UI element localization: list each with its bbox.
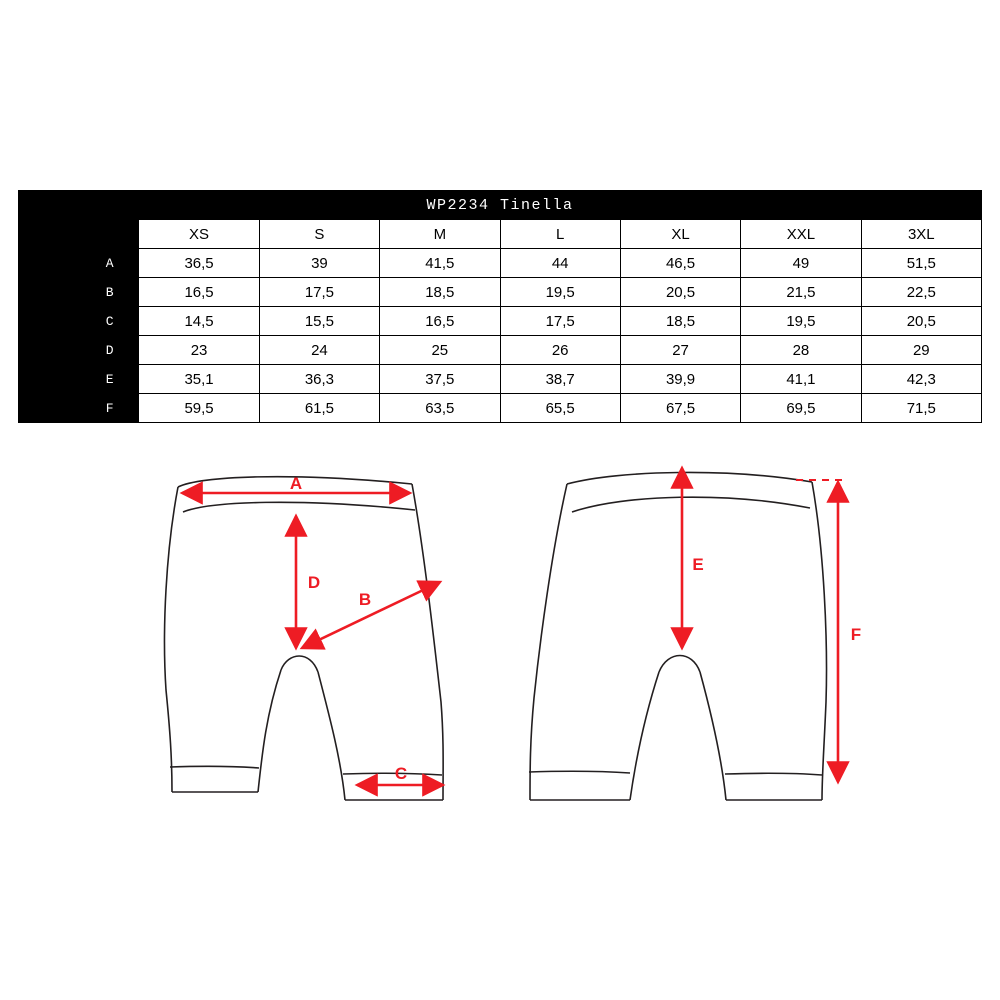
dimension-e-arrow [682,468,704,648]
row-label-c: C [19,307,139,336]
cell-f-l: 65,5 [500,394,620,423]
cell-d-xs: 23 [139,336,259,365]
cell-f-xl: 67,5 [620,394,740,423]
cell-d-l: 26 [500,336,620,365]
cell-e-xs: 35,1 [139,365,259,394]
cell-f-xxl: 69,5 [741,394,861,423]
cell-e-3xl: 42,3 [861,365,981,394]
cell-b-s: 17,5 [259,278,379,307]
size-header-l: L [500,220,620,249]
table-header-row [19,220,982,249]
cell-d-m: 25 [380,336,500,365]
dimension-label-c: C [394,764,408,783]
cell-e-xxl: 41,1 [741,365,861,394]
shorts-back-view [529,472,826,800]
table-row [19,336,982,365]
cell-e-xl: 39,9 [620,365,740,394]
cell-a-xxl: 49 [741,249,861,278]
table-row [19,365,982,394]
dimension-label-d: D [307,573,321,592]
garment-technical-drawing [0,440,1000,840]
dimension-f-arrow [796,480,861,782]
cell-b-m: 18,5 [380,278,500,307]
cell-b-xs: 16,5 [139,278,259,307]
cell-d-s: 24 [259,336,379,365]
dimension-label-f: F [850,625,862,644]
size-chart-table [18,190,982,423]
dimension-label-e: E [692,555,704,574]
cell-a-m: 41,5 [380,249,500,278]
dimension-b-arrow [302,582,440,648]
row-label-header [19,220,139,249]
size-header-m: M [380,220,500,249]
cell-c-xs: 14,5 [139,307,259,336]
cell-c-xl: 18,5 [620,307,740,336]
dimension-label-b: B [358,590,372,609]
shorts-front-view [165,477,444,800]
row-label-e: E [19,365,139,394]
cell-f-xs: 59,5 [139,394,259,423]
cell-e-l: 38,7 [500,365,620,394]
dimension-a-arrow [182,474,410,493]
cell-c-m: 16,5 [380,307,500,336]
cell-a-3xl: 51,5 [861,249,981,278]
cell-b-l: 19,5 [500,278,620,307]
cell-a-l: 44 [500,249,620,278]
cell-c-3xl: 20,5 [861,307,981,336]
table-title-row [19,191,982,220]
cell-c-l: 17,5 [500,307,620,336]
cell-b-xxl: 21,5 [741,278,861,307]
table-row [19,394,982,423]
size-chart-table-container [18,190,982,423]
cell-d-xl: 27 [620,336,740,365]
size-header-xxl: XXL [741,220,861,249]
cell-a-s: 39 [259,249,379,278]
size-header-3xl: 3XL [861,220,981,249]
cell-b-3xl: 22,5 [861,278,981,307]
page-title: WP2234 Tinella [19,191,982,220]
cell-e-m: 37,5 [380,365,500,394]
cell-f-m: 63,5 [380,394,500,423]
size-header-xs: XS [139,220,259,249]
table-row [19,307,982,336]
cell-f-3xl: 71,5 [861,394,981,423]
row-label-a: A [19,249,139,278]
row-label-d: D [19,336,139,365]
dimension-d-arrow [296,516,320,648]
row-label-f: F [19,394,139,423]
table-row [19,249,982,278]
table-row [19,278,982,307]
dimension-label-a: A [289,474,303,493]
cell-d-xxl: 28 [741,336,861,365]
cell-c-xxl: 19,5 [741,307,861,336]
cell-b-xl: 20,5 [620,278,740,307]
cell-a-xl: 46,5 [620,249,740,278]
row-label-b: B [19,278,139,307]
cell-e-s: 36,3 [259,365,379,394]
cell-a-xs: 36,5 [139,249,259,278]
cell-c-s: 15,5 [259,307,379,336]
size-header-s: S [259,220,379,249]
cell-f-s: 61,5 [259,394,379,423]
size-header-xl: XL [620,220,740,249]
cell-d-3xl: 29 [861,336,981,365]
